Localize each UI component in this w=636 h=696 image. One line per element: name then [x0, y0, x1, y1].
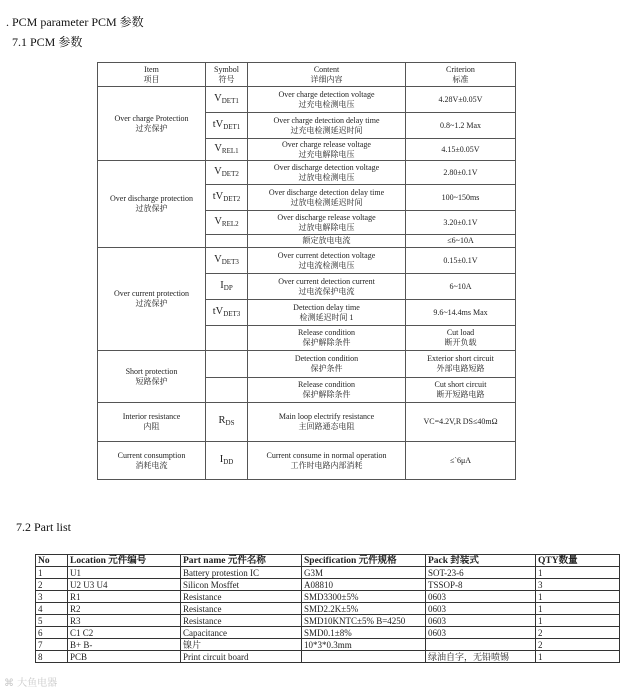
parts-cell: Resistance: [181, 603, 302, 615]
parts-row: [36, 651, 620, 663]
parts-cell: Print circuit board: [181, 651, 302, 663]
pcm-symbol-subscript: DET1: [223, 122, 241, 131]
pcm-content-cell: Over charge detection delay time 过充电检测延迟时间: [248, 113, 406, 139]
pcm-row: [98, 161, 516, 185]
parts-cell: 7: [36, 639, 68, 651]
pcm-criterion-cell: 4.28V±0.05V: [406, 87, 516, 113]
parts-cell: SMD3300±5%: [302, 591, 426, 603]
parts-cell: TSSOP-8: [426, 579, 536, 591]
pcm-symbol-cell: [206, 185, 248, 211]
pcm-item-cell: Over current protection 过流保护: [98, 248, 206, 351]
parts-cell: Capacitance: [181, 627, 302, 639]
pcm-criterion-cell: 6~10A: [406, 274, 516, 300]
parts-cell: 2: [36, 579, 68, 591]
pcm-symbol-cell: [206, 113, 248, 139]
pcm-content-cell: Current consume in normal operation 工作时电路内部消耗: [248, 442, 406, 480]
pcm-symbol-main: V: [214, 215, 222, 227]
watermark-logo: ⌘ 大鱼电器: [4, 678, 58, 689]
parts-cell: 0603: [426, 615, 536, 627]
pcm-symbol-cell: [206, 326, 248, 351]
pcm-content-cell: Over charge release voltage 过充电解除电压: [248, 139, 406, 161]
parts-cell: 2: [536, 627, 620, 639]
pcm-symbol-main: V: [214, 165, 222, 177]
pcm-symbol-cell: [206, 403, 248, 442]
pcm-symbol-subscript: DET2: [221, 169, 239, 178]
parts-cell: 绿油自字，无铅喷锡: [426, 651, 536, 663]
pcm-content-cell: Detection condition 保护条件: [248, 351, 406, 378]
parts-cell: B+ B-: [68, 639, 181, 651]
parts-cell: 镍片: [181, 639, 302, 651]
pcm-symbol-main: tV: [212, 190, 224, 202]
pcm-row: [98, 248, 516, 274]
pcm-header-item: Item 项目: [98, 63, 206, 87]
parts-cell: SMD10KNTC±5% B=4250: [302, 615, 426, 627]
parts-cell: C1 C2: [68, 627, 181, 639]
pcm-symbol-cell: [206, 274, 248, 300]
pcm-content-cell: Detection delay time 检测延迟时间 1: [248, 300, 406, 326]
pcm-criterion-cell: ≤`6μA: [406, 442, 516, 480]
pcm-row: [98, 87, 516, 113]
pcm-symbol-subscript: REL2: [221, 219, 239, 228]
parts-header-cell: Part name 元件名称: [181, 555, 302, 567]
pcm-symbol-cell: [206, 139, 248, 161]
pcm-symbol-main: V: [214, 142, 222, 154]
parts-cell: 0603: [426, 627, 536, 639]
parts-cell: 10*3*0.3mm: [302, 639, 426, 651]
pcm-criterion-cell: 100~150ms: [406, 185, 516, 211]
pcm-criterion-cell: ≤6~10A: [406, 235, 516, 248]
parts-cell: U1: [68, 567, 181, 579]
pcm-criterion-cell: 4.15±0.05V: [406, 139, 516, 161]
parts-row: [36, 603, 620, 615]
parts-header-cell: No: [36, 555, 68, 567]
parts-cell: Resistance: [181, 591, 302, 603]
pcm-header-content: Content 详细内容: [248, 63, 406, 87]
parts-cell: 1: [536, 651, 620, 663]
pcm-symbol-cell: [206, 300, 248, 326]
parts-cell: 6: [36, 627, 68, 639]
parts-cell: A08810: [302, 579, 426, 591]
parts-cell: 2: [536, 639, 620, 651]
pcm-symbol-subscript: DD: [223, 457, 234, 466]
pcm-symbol-cell: [206, 211, 248, 235]
parts-cell: 3: [36, 591, 68, 603]
parts-cell: G3M: [302, 567, 426, 579]
parts-header-cell: Pack 封装式: [426, 555, 536, 567]
part-list-table: [35, 554, 620, 663]
parts-row: [36, 639, 620, 651]
pcm-item-cell: Short protection 短路保护: [98, 351, 206, 403]
pcm-symbol-subscript: DP: [223, 283, 233, 292]
pcm-content-cell: 额定放电电流: [248, 235, 406, 248]
parts-cell: Battery protestion IC: [181, 567, 302, 579]
parts-header-cell: QTY数量: [536, 555, 620, 567]
pcm-symbol-cell: [206, 248, 248, 274]
parts-header-row: [36, 555, 620, 567]
pcm-header-symbol: Symbol 符号: [206, 63, 248, 87]
pcm-criterion-cell: Cut load 断开负载: [406, 326, 516, 351]
parts-cell: 0603: [426, 603, 536, 615]
pcm-content-cell: Over discharge release voltage 过放电解除电压: [248, 211, 406, 235]
parts-cell: SOT-23-6: [426, 567, 536, 579]
pcm-content-cell: Over current detection current 过电流保护电流: [248, 274, 406, 300]
pcm-symbol-subscript: DET3: [221, 257, 239, 266]
pcm-symbol-cell: [206, 378, 248, 403]
pcm-item-cell: Over charge Protection 过充保护: [98, 87, 206, 161]
pcm-criterion-cell: 0.15±0.1V: [406, 248, 516, 274]
pcm-content-cell: Release condition 保护解除条件: [248, 378, 406, 403]
parts-cell: 1: [536, 615, 620, 627]
parts-cell: 1: [536, 591, 620, 603]
pcm-row: [98, 442, 516, 480]
pcm-header-criterion: Criterion 标准: [406, 63, 516, 87]
parts-row: [36, 627, 620, 639]
pcm-symbol-cell: [206, 235, 248, 248]
parts-cell: SMD2.2K±5%: [302, 603, 426, 615]
pcm-item-cell: Over discharge protection 过放保护: [98, 161, 206, 248]
pcm-symbol-subscript: REL1: [221, 146, 239, 155]
parts-cell: 5: [36, 615, 68, 627]
parts-cell: 3: [536, 579, 620, 591]
pcm-symbol-main: V: [214, 253, 222, 265]
pcm-item-cell: Current consumption 消耗电流: [98, 442, 206, 480]
pcm-symbol-cell: [206, 161, 248, 185]
pcm-symbol-subscript: DS: [225, 419, 235, 427]
pcm-symbol-subscript: DET3: [223, 309, 241, 318]
parts-header-cell: Location 元件编号: [68, 555, 181, 567]
pcm-header-row: [98, 63, 516, 87]
pcm-row: [98, 351, 516, 378]
parts-cell: Resistance: [181, 615, 302, 627]
pcm-symbol-main: tV: [212, 305, 224, 317]
parts-cell: [302, 651, 426, 663]
parts-cell: [426, 639, 536, 651]
pcm-symbol-cell: [206, 351, 248, 378]
parts-cell: PCB: [68, 651, 181, 663]
pcm-criterion-cell: VC=4.2V,R DS≤40mΩ: [406, 403, 516, 442]
parts-cell: 1: [536, 567, 620, 579]
pcm-subheading: 7.1 PCM 参数: [12, 35, 83, 49]
parts-cell: 1: [36, 567, 68, 579]
pcm-content-cell: Release condition 保护解除条件: [248, 326, 406, 351]
pcm-item-cell: Interior resistance 内阻: [98, 403, 206, 442]
pcm-symbol-main: I: [219, 453, 224, 465]
parts-cell: 1: [536, 603, 620, 615]
parts-subheading: 7.2 Part list: [16, 520, 72, 534]
pcm-symbol-subscript: DET1: [221, 96, 239, 105]
pcm-content-cell: Over current detection voltage 过电流检测电压: [248, 248, 406, 274]
pcm-criterion-cell: 0.8~1.2 Max: [406, 113, 516, 139]
pcm-criterion-cell: 2.80±0.1V: [406, 161, 516, 185]
pcm-symbol-cell: [206, 87, 248, 113]
pcm-symbol-main: V: [214, 92, 222, 104]
pcm-content-cell: Over discharge detection voltage 过放电检测电压: [248, 161, 406, 185]
pcm-content-cell: Over discharge detection delay time 过放电检测延迟时间: [248, 185, 406, 211]
parts-row: [36, 579, 620, 591]
parts-cell: 0603: [426, 591, 536, 603]
parts-row: [36, 615, 620, 627]
pcm-criterion-cell: Exterior short circuit 外部电路短路: [406, 351, 516, 378]
pcm-symbol-main: tV: [212, 118, 224, 130]
pcm-criterion-cell: 9.6~14.4ms Max: [406, 300, 516, 326]
pcm-content-cell: Main loop electrify resistance 主回路通态电阻: [248, 403, 406, 442]
parts-row: [36, 567, 620, 579]
parts-cell: Silicon Mosffet: [181, 579, 302, 591]
parts-cell: R1: [68, 591, 181, 603]
parts-cell: SMD0.1±8%: [302, 627, 426, 639]
parts-row: [36, 591, 620, 603]
pcm-parameter-table: [97, 62, 516, 480]
pcm-symbol-main: R: [218, 415, 226, 426]
parts-cell: R3: [68, 615, 181, 627]
pcm-criterion-cell: Cut short circuit 断开短路电路: [406, 378, 516, 403]
parts-header-cell: Specification 元件规格: [302, 555, 426, 567]
pcm-content-cell: Over charge detection voltage 过充电检测电压: [248, 87, 406, 113]
parts-cell: U2 U3 U4: [68, 579, 181, 591]
parts-cell: 4: [36, 603, 68, 615]
pcm-symbol-main: I: [220, 279, 224, 291]
pcm-symbol-subscript: DET2: [223, 194, 241, 203]
parts-cell: 8: [36, 651, 68, 663]
pcm-row: [98, 403, 516, 442]
section-heading: . PCM parameter PCM 参数: [6, 15, 144, 29]
pcm-symbol-cell: [206, 442, 248, 480]
pcm-criterion-cell: 3.20±0.1V: [406, 211, 516, 235]
parts-cell: R2: [68, 603, 181, 615]
